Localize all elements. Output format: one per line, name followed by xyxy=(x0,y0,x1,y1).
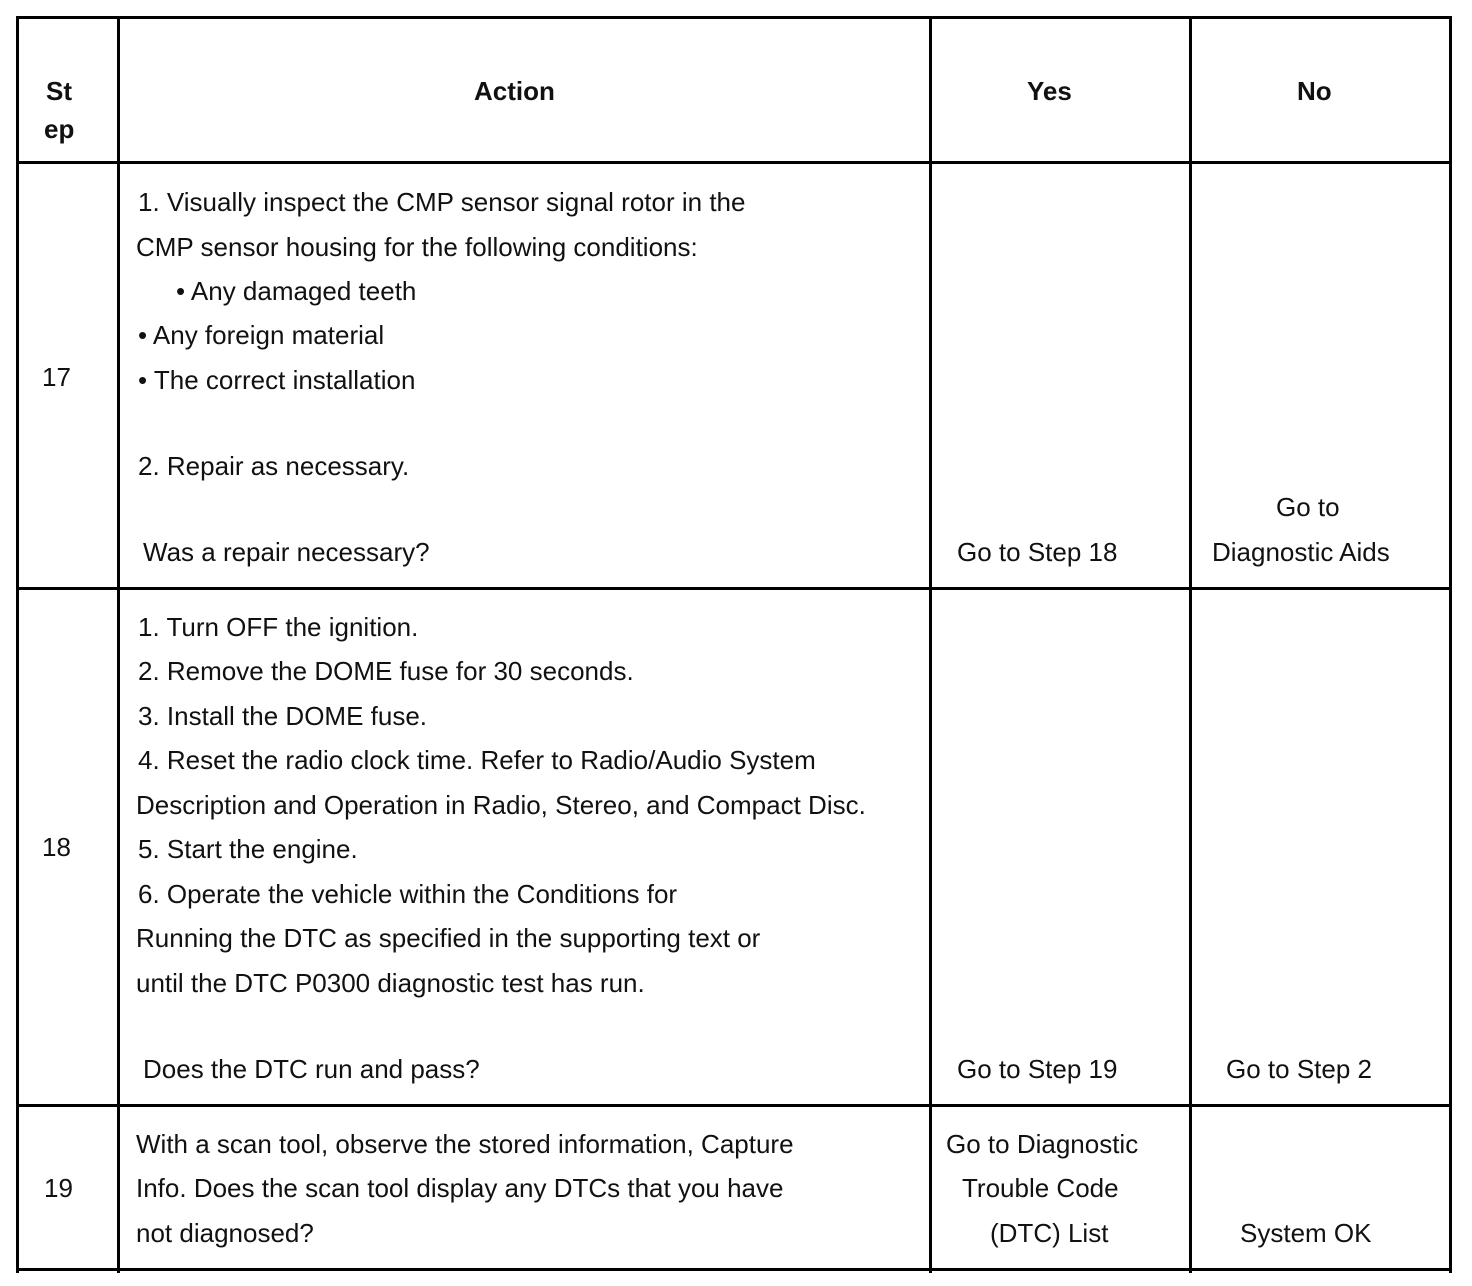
action-line: 1. Turn OFF the ignition. xyxy=(138,612,419,642)
header-step-line1: St xyxy=(46,76,72,106)
yes-result-line2: Trouble Code xyxy=(962,1173,1119,1203)
step-number: 19 xyxy=(44,1173,73,1203)
action-line: • Any damaged teeth xyxy=(176,276,417,306)
table-left-border xyxy=(16,16,19,1273)
action-line: CMP sensor housing for the following conditions: xyxy=(136,232,698,262)
yes-result: Go to Step 18 xyxy=(957,537,1118,567)
no-result: System OK xyxy=(1240,1218,1372,1248)
action-line: not diagnosed? xyxy=(136,1218,314,1248)
action-line: Info. Does the scan tool display any DTCs that you have xyxy=(136,1173,784,1203)
table-top-border xyxy=(16,16,1452,19)
step-number: 17 xyxy=(42,362,71,392)
table-bottom-border xyxy=(16,1268,1452,1271)
yes-result: Go to Step 19 xyxy=(957,1054,1118,1084)
action-line: 4. Reset the radio clock time. Refer to Radio/Audio System xyxy=(138,745,816,775)
action-line: • The correct installation xyxy=(138,365,416,395)
action-yes-divider xyxy=(929,16,932,1273)
header-yes: Yes xyxy=(1027,76,1072,106)
action-line: Description and Operation in Radio, Stereo, and Compact Disc. xyxy=(136,790,866,820)
action-line: 2. Remove the DOME fuse for 30 seconds. xyxy=(138,656,634,686)
action-line: 2. Repair as necessary. xyxy=(138,451,410,481)
action-question: Was a repair necessary? xyxy=(143,537,430,567)
row-17-bottom-border xyxy=(16,587,1452,590)
yes-no-divider xyxy=(1189,16,1192,1273)
yes-result-line3: (DTC) List xyxy=(990,1218,1109,1248)
header-action: Action xyxy=(474,76,555,106)
action-line: 5. Start the engine. xyxy=(138,834,358,864)
table-right-border xyxy=(1449,16,1452,1273)
action-question: Does the DTC run and pass? xyxy=(143,1054,480,1084)
action-line: 3. Install the DOME fuse. xyxy=(138,701,428,731)
step-number: 18 xyxy=(42,832,71,862)
step-action-divider xyxy=(117,16,120,1273)
action-line: With a scan tool, observe the stored information, Capture xyxy=(136,1129,794,1159)
action-line: • Any foreign material xyxy=(138,320,385,350)
no-result-line2: Diagnostic Aids xyxy=(1212,537,1390,567)
no-result: Go to Step 2 xyxy=(1226,1054,1372,1084)
header-step-line2: ep xyxy=(44,114,75,144)
no-result-line1: Go to xyxy=(1276,492,1340,522)
action-line: 1. Visually inspect the CMP sensor signal rotor in the xyxy=(138,187,746,217)
action-line: 6. Operate the vehicle within the Conditions for xyxy=(138,879,678,909)
action-line: Running the DTC as specified in the supporting text or xyxy=(136,923,761,953)
yes-result-line1: Go to Diagnostic xyxy=(946,1129,1139,1159)
header-bottom-border xyxy=(16,161,1452,164)
header-no: No xyxy=(1297,76,1332,106)
action-line: until the DTC P0300 diagnostic test has run. xyxy=(136,968,645,998)
row-18-bottom-border xyxy=(16,1104,1452,1107)
